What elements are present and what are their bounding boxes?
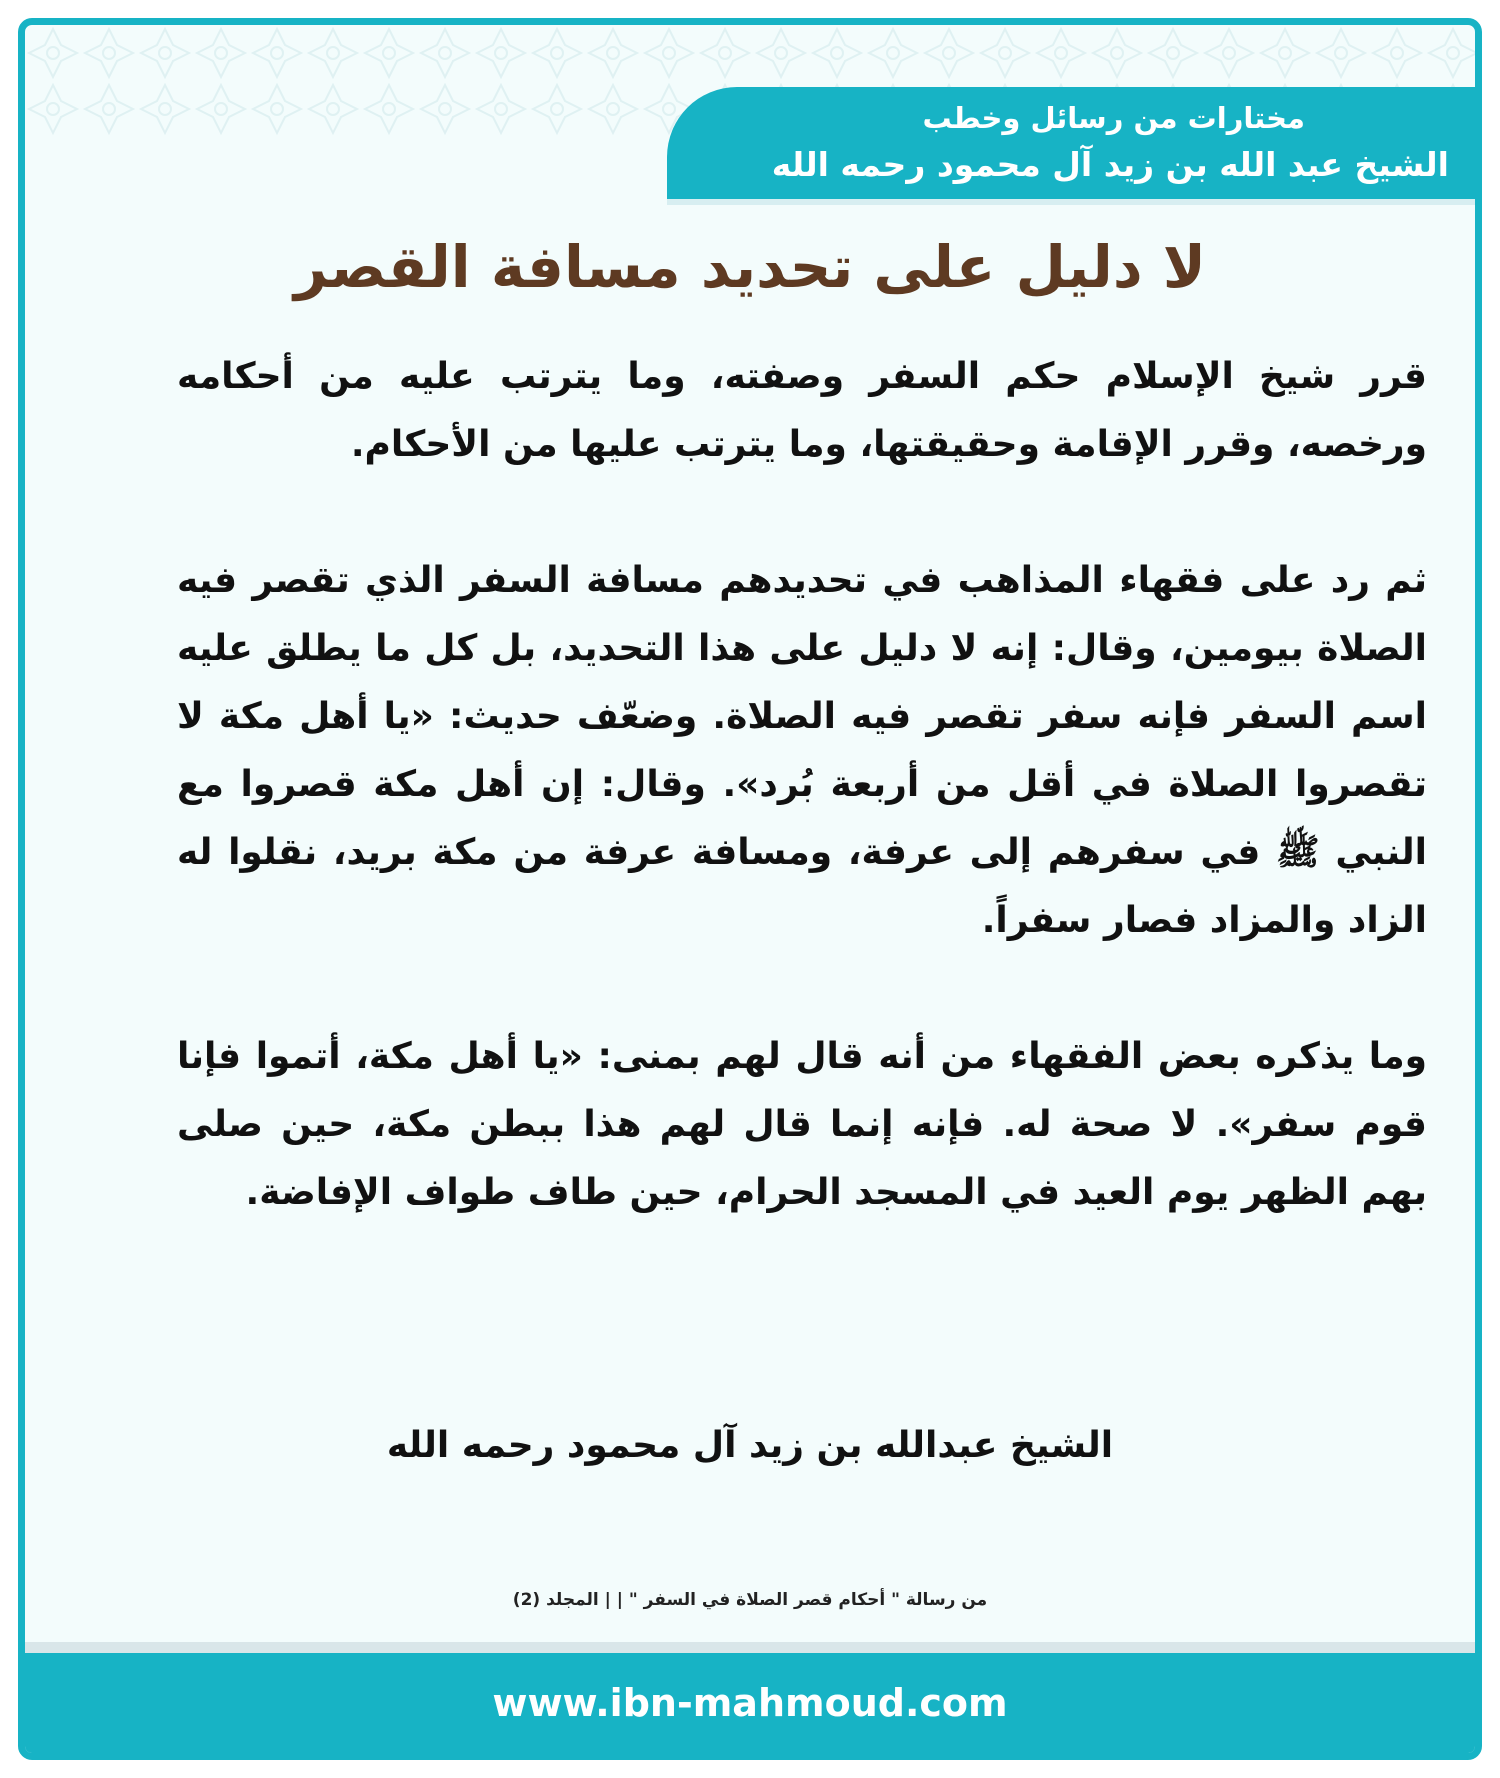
paragraph: ثم رد على فقهاء المذاهب في تحديدهم مسافة السفر الذي تقصر فيه الصلاة بيومين، وقال: إنه لا دليل على هذا التحديد، بل كل ما يطلق عليه اسم السفر فإنه سفر تقصر فيه الصلاة. وضعّف حديث: «يا أهل مكة لا تقصروا الصلاة في أقل من أربعة بُرد». وقال: إن أهل مكة قصروا مع النبي ﷺ في سفرهم إلى عرفة، ومسافة عرفة من مكة بريد، نقلوا له الزاد والمزاد فصار سفراً. (177, 560, 1427, 941)
page-frame (18, 18, 1482, 1760)
paragraph: قرر شيخ الإسلام حكم السفر وصفته، وما يترتب عليه من أحكامه ورخصه، وقرر الإقامة وحقيقتها، وما يترتب عليها من الأحكام. (177, 356, 1427, 465)
page-title: لا دليل على تحديد مسافة القصر (294, 233, 1206, 301)
article-body (177, 343, 1427, 1295)
source-citation: من رسالة " أحكام قصر الصلاة في السفر " | | المجلد (2) (512, 1590, 988, 1610)
footer-band (25, 1642, 1475, 1753)
website-link[interactable]: www.ibn-mahmoud.com (492, 1681, 1008, 1725)
header-subtitle: مختارات من رسائل وخطب (922, 101, 1305, 135)
author-signature: الشيخ عبدالله بن زيد آل محمود رحمه الله (386, 1425, 1114, 1466)
header-band (667, 87, 1475, 199)
paragraph: وما يذكره بعض الفقهاء من أنه قال لهم بمنى: «يا أهل مكة، أتموا فإنا قوم سفر». لا صحة له. فإنه إنما قال لهم هذا ببطن مكة، حين صلى بهم الظهر يوم العيد في المسجد الحرام، حين طاف طواف الإفاضة. (177, 1036, 1427, 1213)
header-author: الشيخ عبد الله بن زيد آل محمود رحمه الله (771, 145, 1449, 184)
